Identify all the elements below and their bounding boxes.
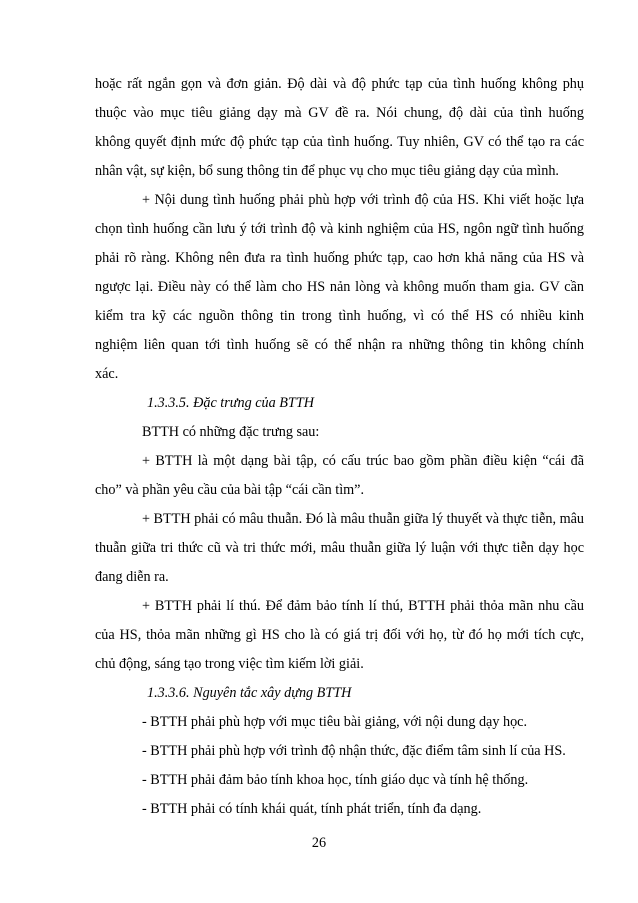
text-line: không quyết định mức độ phức tạp của tình huống. Tuy nhiên, GV có thể tạo ra các [95,134,584,150]
text-line: cho” và phần yêu cầu của bài tập “cái cần tìm”. [95,482,365,498]
section-heading: 1.3.3.6. Nguyên tắc xây dựng BTTH [147,685,352,701]
text-line: thuộc vào mục tiêu giảng dạy mà GV đề ra. Nói chung, độ dài của tình huống [95,105,584,121]
text-line: của HS, thỏa mãn những gì HS cho là có giá trị đối với họ, từ đó họ mới tích cực, [95,627,584,643]
text-line: ngược lại. Điều này có thể làm cho HS nản lòng và không muốn tham gia. GV cần [95,279,584,295]
text-line: nghiệm liên quan tới tình huống sẽ có thể nhận ra những thông tin không chính [95,337,584,353]
text-line: kiểm tra kỹ các nguồn thông tin trong tình huống, vì có thể HS có nhiều kinh [95,308,584,324]
list-item: - BTTH phải phù hợp với mục tiêu bài giảng, với nội dung dạy học. [142,714,528,730]
text-line: + BTTH phải lí thú. Để đảm bảo tính lí thú, BTTH phải thỏa mãn nhu cầu [142,598,584,614]
text-line: + BTTH phải có mâu thuẫn. Đó là mâu thuẫn giữa lý thuyết và thực tiễn, mâu [142,511,584,527]
text-line: xác. [95,366,119,382]
list-item: - BTTH phải có tính khái quát, tính phát triển, tính đa dạng. [142,801,482,817]
text-line: hoặc rất ngắn gọn và đơn giản. Độ dài và độ phức tạp của tình huống không phụ [95,76,584,92]
text-line: BTTH có những đặc trưng sau: [142,424,320,440]
page-number: 26 [311,835,327,851]
text-line: + BTTH là một dạng bài tập, có cấu trúc bao gồm phần điều kiện “cái đã [142,453,584,469]
section-heading: 1.3.3.5. Đặc trưng của BTTH [147,395,314,411]
text-line: chọn tình huống cần lưu ý tới trình độ và kinh nghiệm của HS, ngôn ngữ tình huống [95,221,584,237]
text-line: phải rõ ràng. Không nên đưa ra tình huống phức tạp, cao hơn khả năng của HS và [95,250,584,266]
list-item: - BTTH phải đảm bảo tính khoa học, tính giáo dục và tính hệ thống. [142,772,529,788]
text-line: đang diễn ra. [95,569,169,585]
text-line: + Nội dung tình huống phải phù hợp với trình độ của HS. Khi viết hoặc lựa [142,192,584,208]
text-line: nhân vật, sự kiện, bổ sung thông tin để phục vụ cho mục tiêu giảng dạy của mình. [95,163,559,179]
text-line: chủ động, sáng tạo trong việc tìm kiếm lời giải. [95,656,364,672]
text-line: thuẫn giữa tri thức cũ và tri thức mới, mâu thuẫn giữa lý luận với thực tiễn dạy học [95,540,584,556]
list-item: - BTTH phải phù hợp với trình độ nhận thức, đặc điểm tâm sinh lí của HS. [142,743,566,759]
